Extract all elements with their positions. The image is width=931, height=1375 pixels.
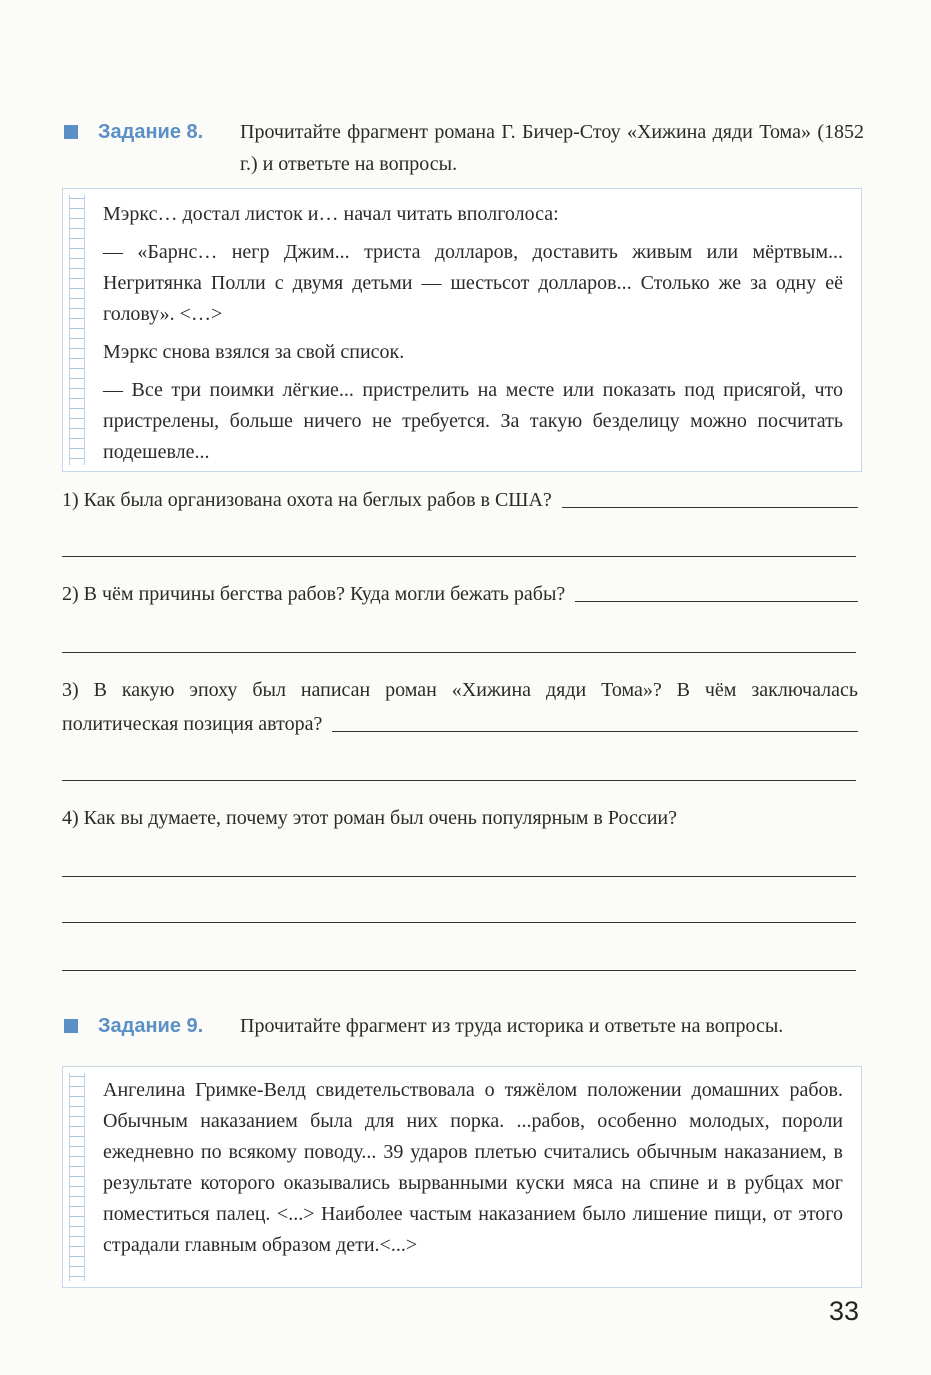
question-2-text: 2) В чём причины бегства рабов? Куда могли бежать рабы?	[62, 583, 566, 605]
task8-instruction: Прочитайте фрагмент романа Г. Бичер-Стоу «Хижина дяди Тома» (1852 г.) и ответьте на вопросы.	[240, 121, 864, 175]
task9-source-box	[62, 1066, 862, 1288]
answer-field[interactable]	[575, 601, 858, 602]
question-1	[62, 484, 858, 516]
page-number: 33	[828, 1296, 859, 1326]
task-marker-icon	[64, 125, 78, 139]
task9-header	[64, 1010, 864, 1042]
question-4	[62, 802, 858, 834]
decorative-strip	[69, 195, 85, 465]
task8-header	[64, 116, 864, 180]
task9-source-text	[103, 1075, 843, 1261]
task8-label: Задание 8.	[98, 121, 204, 143]
answer-line[interactable]	[62, 652, 856, 653]
decorative-strip	[69, 1073, 85, 1281]
question-1-text: 1) Как была организована охота на беглых рабов в США?	[62, 489, 552, 511]
answer-field[interactable]	[332, 731, 858, 732]
source-paragraph: Мэркс… достал листок и… начал читать вполголоса:	[103, 203, 559, 225]
answer-line[interactable]	[62, 780, 856, 781]
question-3-cont	[62, 708, 858, 740]
task9-instruction: Прочитайте фрагмент из труда историка и ответьте на вопросы.	[240, 1015, 784, 1037]
answer-line[interactable]	[62, 970, 856, 971]
answer-line[interactable]	[62, 876, 856, 877]
answer-line[interactable]	[62, 556, 856, 557]
answer-field[interactable]	[562, 507, 858, 508]
task8-source-text	[103, 199, 843, 468]
task9-label: Задание 9.	[98, 1015, 204, 1037]
question-2	[62, 578, 858, 610]
source-paragraph: — Все три поимки лёгкие... пристрелить на месте или показать под присягой, что пристрелены, больше ничего не требуется. За такую безделицу можно посчитать подешевле...	[103, 379, 843, 463]
source-paragraph: Мэркс снова взялся за свой список.	[103, 341, 405, 363]
question-3-text: 3) В какую эпоху был написан роман «Хижина дяди Тома»? В чём заключалась	[62, 679, 858, 701]
source-paragraph: — «Барнс… негр Джим... триста долларов, доставить живым или мёртвым... Негритянка Полли с двумя детьми — шестьсот долларов... Столько же за одну её голову». <…>	[103, 241, 843, 325]
source-paragraph: Ангелина Гримке-Велд свидетельствовала о тяжёлом положении домашних рабов. Обычным наказанием была для них порка. ...рабов, особенно молодых, пороли ежедневно по всякому поводу... 39 ударов плетью считались обычным наказанием, в результате которого оказывались вырванными куски мяса на спине и в рубцах мог поместиться палец. <...> Наиболее частым наказанием было лишение пищи, от этого страдали главным образом дети.<...>	[103, 1079, 843, 1256]
question-3-text-cont: политическая позиция автора?	[62, 713, 323, 735]
question-3	[62, 674, 858, 706]
task8-source-box	[62, 188, 862, 472]
task-marker-icon	[64, 1019, 78, 1033]
question-4-text: 4) Как вы думаете, почему этот роман был очень популярным в России?	[62, 807, 677, 829]
answer-line[interactable]	[62, 922, 856, 923]
